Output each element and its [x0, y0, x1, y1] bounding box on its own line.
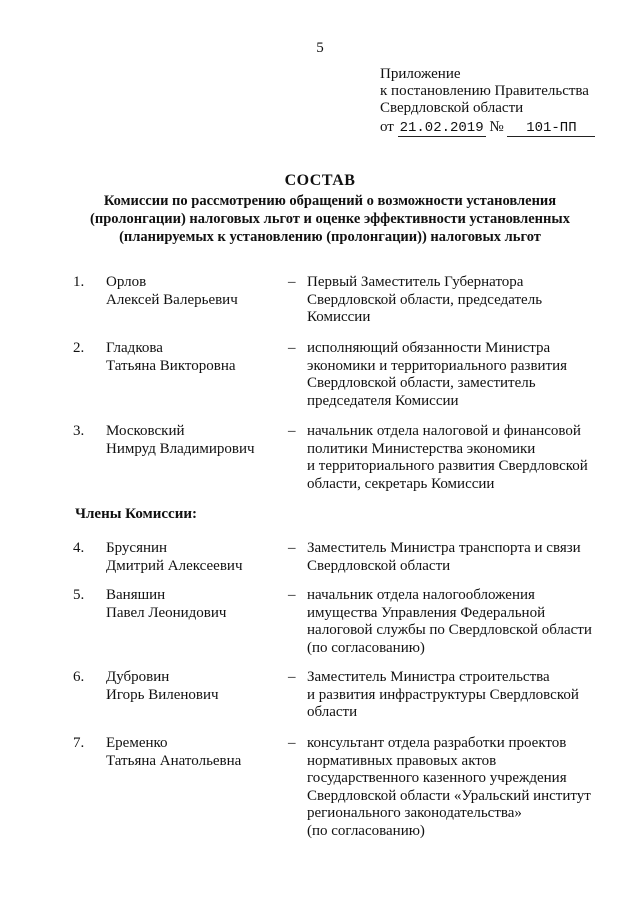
member-role: [307, 735, 607, 840]
subtitle-line: (планируемых к установлению (пролонгации)) налоговых льгот: [119, 229, 541, 245]
role-line: Первый Заместитель Губернатора: [307, 274, 524, 290]
surname: Московский: [106, 423, 185, 439]
given-names: Игорь Виленович: [106, 686, 219, 703]
dash-separator: –: [288, 669, 296, 685]
document-title: СОСТАВ: [284, 172, 356, 189]
given-names: Павел Леонидович: [106, 604, 227, 621]
member-name: [106, 669, 286, 704]
given-names: Дмитрий Алексеевич: [106, 557, 243, 574]
role-line: исполняющий обязанности Министра: [307, 340, 551, 356]
members-heading: Члены Комиссии:: [75, 506, 197, 522]
surname: Еременко: [106, 735, 168, 751]
entry-number: 3.: [73, 423, 85, 439]
dash-separator: –: [288, 587, 296, 603]
member-role: [307, 540, 607, 575]
date-prefix: от: [380, 119, 394, 135]
entry-number: 1.: [73, 274, 85, 290]
decree-number: 101-ПП: [507, 120, 595, 137]
role-line: Свердловской области «Уральский институт: [307, 787, 591, 804]
appendix-line: Свердловской области: [380, 100, 524, 116]
role-line: Заместитель Министра строительства: [307, 669, 550, 685]
member-name: [106, 540, 286, 575]
role-line: государственного казенного учреждения: [307, 770, 567, 786]
member-name: [106, 735, 286, 770]
role-line: и территориального развития Свердловской: [307, 458, 588, 474]
role-line: (по согласованию): [307, 822, 425, 839]
role-line: регионального законодательства»: [307, 805, 522, 821]
appendix-line: Приложение: [380, 66, 461, 82]
member-role: [307, 423, 607, 493]
entry-number: 4.: [73, 540, 85, 556]
member-name: [106, 340, 286, 375]
role-line: председателя Комиссии: [307, 392, 459, 409]
subtitle-line: (пролонгации) налоговых льгот и оценке эффективности установленных: [90, 211, 570, 227]
appendix-line: к постановлению Правительства: [380, 83, 589, 99]
role-line: нормативных правовых актов: [307, 752, 497, 769]
member-role: [307, 274, 607, 327]
surname: Дубровин: [106, 669, 170, 685]
dash-separator: –: [288, 274, 296, 290]
role-line: имущества Управления Федеральной: [307, 604, 546, 621]
given-names: Алексей Валерьевич: [106, 291, 238, 308]
dash-separator: –: [288, 340, 296, 356]
member-role: [307, 340, 607, 410]
appendix-date-line: [380, 119, 630, 137]
role-line: области: [307, 704, 358, 720]
role-line: политики Министерства экономики: [307, 440, 536, 457]
member-name: [106, 423, 286, 458]
entry-number: 2.: [73, 340, 85, 356]
entry-number: 7.: [73, 735, 85, 751]
role-line: и развития инфраструктуры Свердловской: [307, 686, 579, 703]
surname: Ваняшин: [106, 587, 166, 603]
page-number: 5: [316, 40, 324, 56]
surname: Гладкова: [106, 340, 163, 356]
given-names: Татьяна Викторовна: [106, 357, 236, 374]
role-line: начальник отдела налоговой и финансовой: [307, 423, 581, 439]
surname: Орлов: [106, 274, 147, 290]
member-name: [106, 274, 286, 309]
member-name: [106, 587, 286, 622]
member-role: [307, 587, 607, 657]
role-line: Заместитель Министра транспорта и связи: [307, 540, 581, 556]
dash-separator: –: [288, 735, 296, 751]
entry-number: 6.: [73, 669, 85, 685]
role-line: налоговой службы по Свердловской области: [307, 622, 592, 638]
entry-number: 5.: [73, 587, 85, 603]
dash-separator: –: [288, 423, 296, 439]
role-line: экономики и территориального развития: [307, 357, 568, 374]
member-role: [307, 669, 607, 722]
role-line: Свердловской области: [307, 557, 451, 574]
role-line: консультант отдела разработки проектов: [307, 735, 567, 751]
document-subtitle: [60, 192, 600, 246]
role-line: Комиссии: [307, 309, 371, 325]
surname: Брусянин: [106, 540, 168, 556]
role-line: Свердловской области, заместитель: [307, 375, 536, 391]
dash-separator: –: [288, 540, 296, 556]
given-names: Татьяна Анатольевна: [106, 752, 242, 769]
role-line: начальник отдела налогообложения: [307, 587, 535, 603]
subtitle-line: Комиссии по рассмотрению обращений о возможности установления: [103, 193, 557, 209]
number-prefix: №: [489, 119, 504, 135]
given-names: Нимруд Владимирович: [106, 440, 255, 457]
role-line: области, секретарь Комиссии: [307, 475, 495, 492]
decree-date: 21.02.2019: [399, 120, 484, 136]
role-line: (по согласованию): [307, 639, 425, 656]
role-line: Свердловской области, председатель: [307, 291, 543, 308]
appendix-block: [380, 66, 630, 137]
